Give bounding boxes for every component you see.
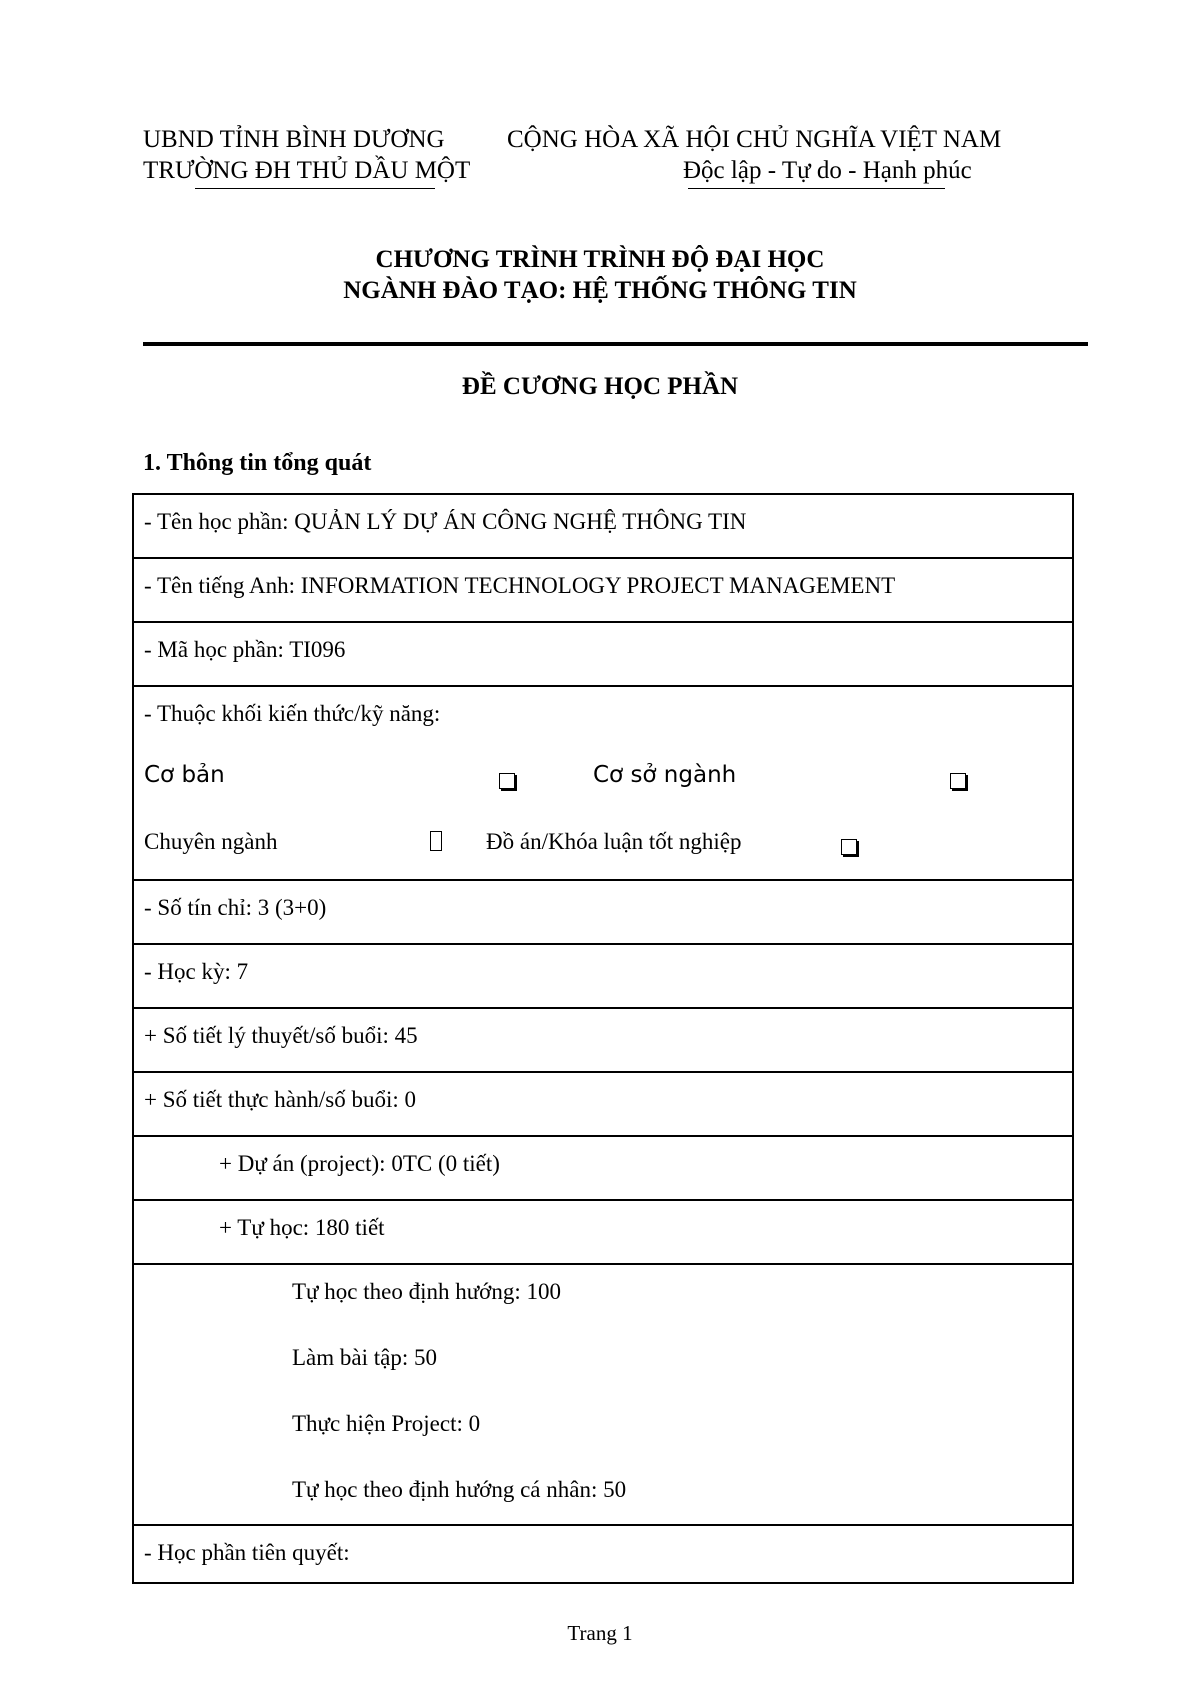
section-heading: 1. Thông tin tổng quát — [143, 450, 372, 476]
document-title: ĐỀ CƯƠNG HỌC PHẦN — [461, 373, 739, 400]
motto: Độc lập - Tự do - Hạnh phúc — [683, 157, 972, 184]
agency-name: UBND TỈNH BÌNH DƯƠNG — [143, 126, 445, 153]
course-info-table — [132, 493, 1074, 1584]
option-foundation-label: Cơ sở ngành — [593, 762, 737, 788]
option-thesis-label: Đồ án/Khóa luận tốt nghiệp — [486, 829, 742, 854]
option-specialized-label: Chuyên ngành — [144, 829, 278, 854]
option-basic-label: Cơ bản — [144, 762, 225, 788]
university-underline — [195, 188, 435, 189]
country-name: CỘNG HÒA XÃ HỘI CHỦ NGHĨA VIỆT NAM — [507, 126, 1002, 153]
course-name: - Tên học phần: QUẢN LÝ DỰ ÁN CÔNG NGHỆ THÔNG TIN — [144, 509, 747, 534]
program-title: CHƯƠNG TRÌNH TRÌNH ĐỘ ĐẠI HỌC — [375, 246, 825, 273]
prerequisite: - Học phần tiên quyết: — [144, 1540, 350, 1565]
self-study-detail: Làm bài tập: 50 — [292, 1345, 437, 1370]
page-number: Trang 1 — [567, 1621, 633, 1645]
project-periods: + Dự án (project): 0TC (0 tiết) — [219, 1151, 500, 1176]
option-foundation-checkbox[interactable] — [950, 773, 966, 789]
option-basic-checkbox[interactable] — [499, 773, 515, 789]
self-study-detail: Thực hiện Project: 0 — [292, 1411, 481, 1436]
course-english-name: - Tên tiếng Anh: INFORMATION TECHNOLOGY PROJECT MANAGEMENT — [144, 573, 896, 598]
self-study-detail: Tự học theo định hướng cá nhân: 50 — [292, 1477, 627, 1502]
knowledge-block-label: - Thuộc khối kiến thức/kỹ năng: — [144, 701, 441, 726]
university-name: TRƯỜNG ĐH THỦ DẦU MỘT — [143, 157, 471, 184]
semester: - Học kỳ: 7 — [144, 959, 249, 984]
option-thesis-checkbox[interactable] — [841, 839, 857, 855]
theory-periods: + Số tiết lý thuyết/số buổi: 45 — [144, 1023, 418, 1048]
option-specialized-checkbox[interactable] — [430, 831, 442, 851]
self-study-periods: + Tự học: 180 tiết — [219, 1215, 385, 1240]
title-divider — [143, 342, 1088, 346]
self-study-detail: Tự học theo định hướng: 100 — [292, 1279, 561, 1304]
course-code: - Mã học phần: TI096 — [144, 637, 346, 662]
motto-underline — [688, 188, 945, 189]
credits: - Số tín chỉ: 3 (3+0) — [144, 895, 327, 920]
major-title: NGÀNH ĐÀO TẠO: HỆ THỐNG THÔNG TIN — [343, 277, 857, 304]
practice-periods: + Số tiết thực hành/số buổi: 0 — [144, 1087, 417, 1112]
